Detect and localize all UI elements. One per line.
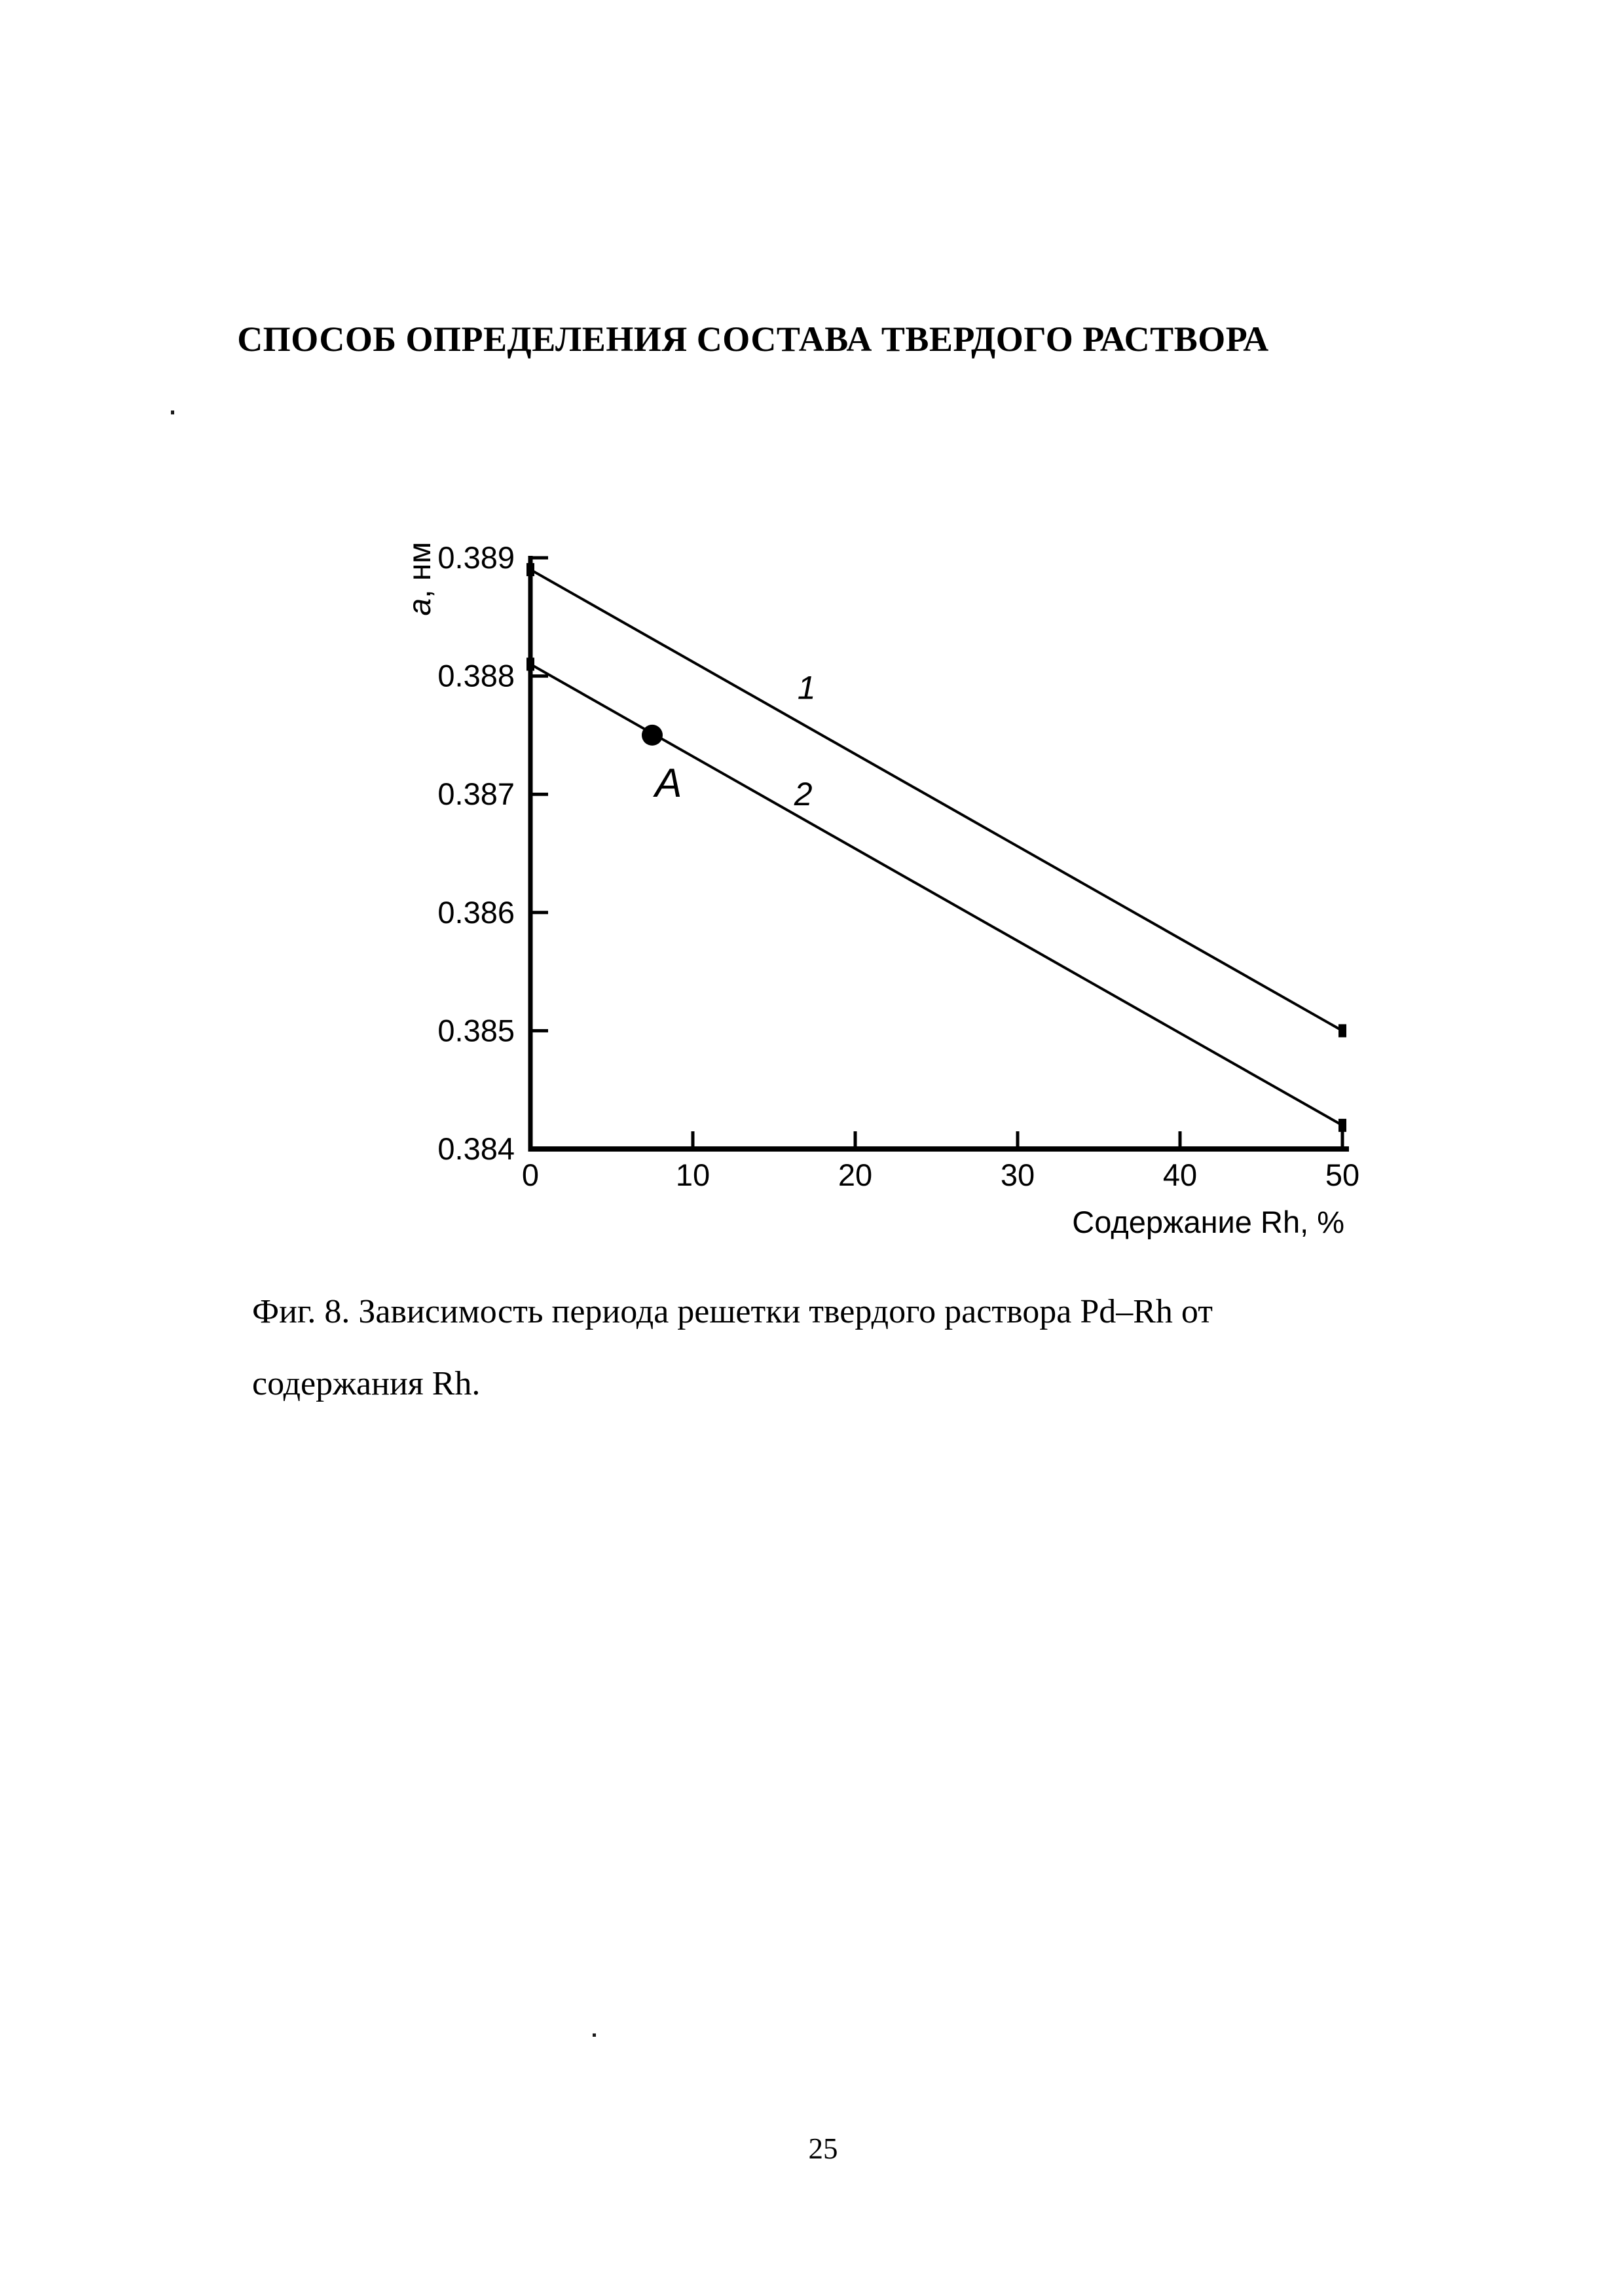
annotation-A: A xyxy=(655,761,682,807)
y-axis-title: a, нм xyxy=(403,541,437,616)
page-number: 25 xyxy=(808,2132,838,2165)
document-title: СПОСОБ ОПРЕДЕЛЕНИЯ СОСТАВА ТВЕРДОГО РАСТВОРА xyxy=(237,319,1269,359)
scan-speck xyxy=(593,2033,596,2037)
point-A-marker xyxy=(642,725,663,746)
x-tick-label: 40 xyxy=(1162,1157,1198,1192)
y-tick-label: 0.387 xyxy=(437,776,515,812)
x-tick-label: 50 xyxy=(1325,1157,1360,1192)
scan-speck xyxy=(171,410,174,414)
series-line-1 xyxy=(530,570,1342,1030)
y-tick-label: 0.384 xyxy=(437,1131,515,1166)
y-tick-label: 0.388 xyxy=(437,658,515,693)
x-tick-label: 30 xyxy=(1000,1157,1035,1192)
figure-caption xyxy=(252,1294,1365,1438)
annotation-2: 2 xyxy=(794,776,813,813)
series-2-endpoint-marker xyxy=(1338,1119,1346,1132)
series-1-endpoint-marker xyxy=(1338,1024,1346,1037)
series-1-endpoint-marker xyxy=(526,563,534,576)
x-tick-label: 0 xyxy=(521,1157,540,1192)
y-tick-label: 0.386 xyxy=(437,894,515,930)
series-2-endpoint-marker xyxy=(526,658,534,671)
x-tick-label: 20 xyxy=(838,1157,873,1192)
y-tick-label: 0.389 xyxy=(437,540,515,575)
figure-caption-line2: содержания Rh. xyxy=(252,1365,481,1402)
x-axis-title: Содержание Rh, % xyxy=(1072,1205,1344,1239)
annotation-1: 1 xyxy=(797,669,816,706)
figure-caption-line1: Фиг. 8. Зависимость периода решетки твердого раствора Pd–Rh от xyxy=(252,1293,1213,1330)
x-tick-label: 10 xyxy=(675,1157,710,1192)
y-tick-label: 0.385 xyxy=(437,1013,515,1048)
